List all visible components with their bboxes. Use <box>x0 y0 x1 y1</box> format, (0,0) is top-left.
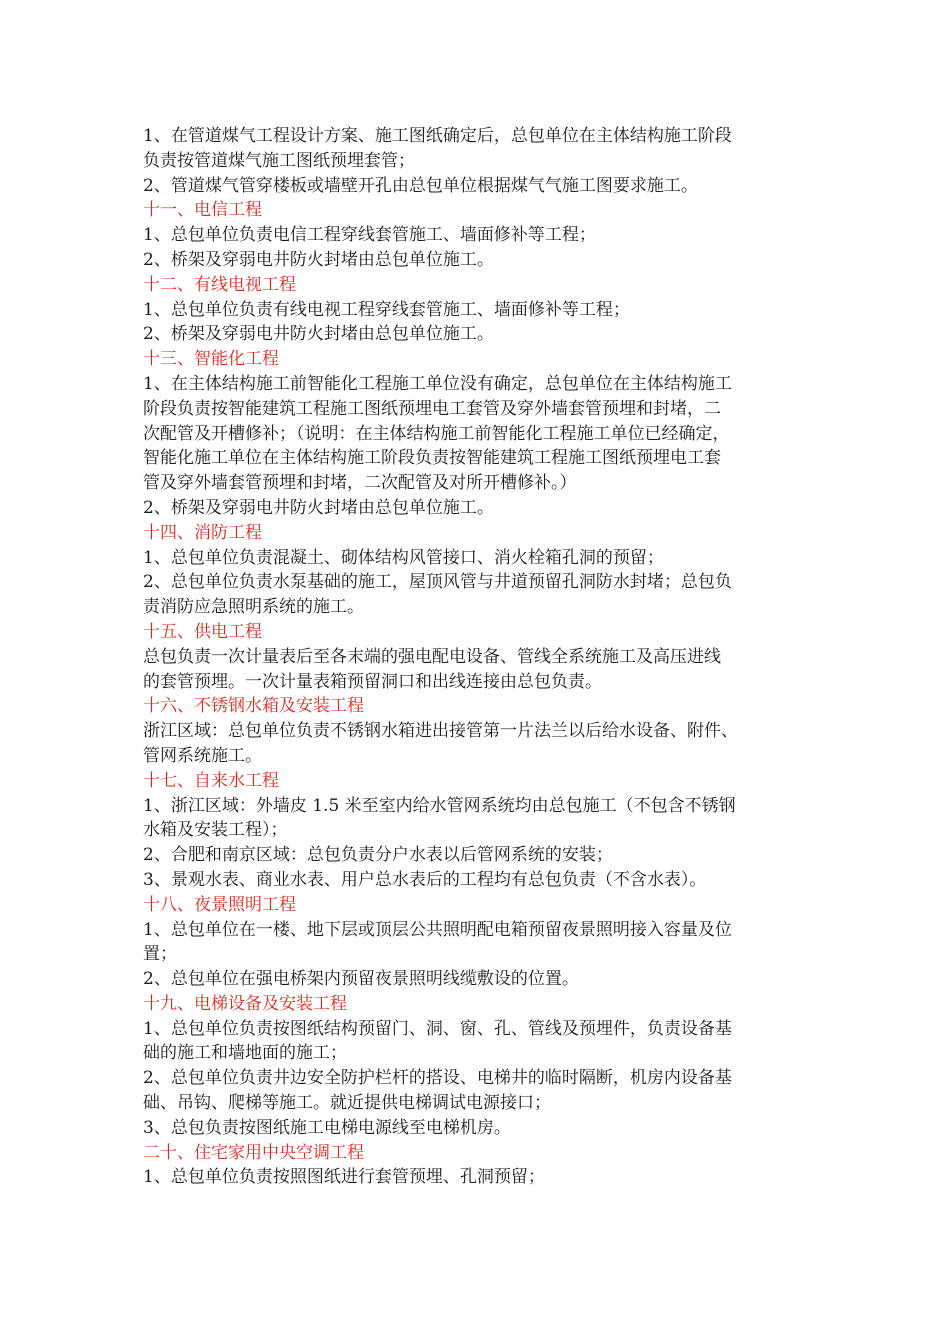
paragraph-line: 2、总包单位负责水泵基础的施工，屋顶风管与井道预留孔洞防水封堵；总包负 <box>143 572 732 593</box>
paragraph-line: 1、总包单位负责按照图纸进行套管预埋、孔洞预留； <box>143 1167 545 1188</box>
paragraph-line: 置； <box>143 944 177 965</box>
paragraph <box>143 1165 811 1190</box>
paragraph <box>143 546 811 571</box>
heading-text: 十三、智能化工程 <box>143 349 279 370</box>
paragraph-line: 1、总包单位负责电信工程穿线套管施工、墙面修补等工程； <box>143 225 596 246</box>
heading-text: 十四、消防工程 <box>143 522 262 543</box>
paragraph-line: 2、桥架及穿弱电井防火封堵由总包单位施工。 <box>143 249 494 270</box>
paragraph-line: 浙江区域：总包单位负责不锈钢水箱进出接管第一片法兰以后给水设备、附件、 <box>143 721 738 742</box>
document-body <box>143 124 811 1190</box>
paragraph-line: 2、桥架及穿弱电井防火封堵由总包单位施工。 <box>143 324 494 345</box>
paragraph-line: 责消防应急照明系统的施工。 <box>143 597 364 618</box>
paragraph-line: 负责按管道煤气施工图纸预埋套管； <box>143 150 415 171</box>
paragraph <box>143 794 811 844</box>
section-heading <box>143 273 811 298</box>
paragraph-line: 智能化施工单位在主体结构施工阶段负责按智能建筑工程施工图纸预埋电工套 <box>143 448 721 469</box>
paragraph-line: 1、在管道煤气工程设计方案、施工图纸确定后，总包单位在主体结构施工阶段 <box>143 126 732 146</box>
paragraph-line: 1、总包单位负责混凝土、砌体结构风管接口、消火栓箱孔洞的预留； <box>143 547 664 568</box>
paragraph <box>143 645 811 695</box>
heading-text: 十六、不锈钢水箱及安装工程 <box>143 696 364 717</box>
paragraph-line: 次配管及开槽修补；（说明：在主体结构施工前智能化工程施工单位已经确定， <box>143 423 730 444</box>
heading-text: 十五、供电工程 <box>143 621 262 642</box>
paragraph-line: 础的施工和墙地面的施工； <box>143 1043 347 1064</box>
paragraph <box>143 223 811 248</box>
heading-text: 十一、电信工程 <box>143 200 262 221</box>
paragraph <box>143 570 811 620</box>
paragraph-line: 总包负责一次计量表后至各末端的强电配电设备、管线全系统施工及高压进线 <box>143 646 721 667</box>
paragraph-line: 1、总包单位在一楼、地下层或顶层公共照明配电箱预留夜景照明接入容量及位 <box>143 919 732 940</box>
paragraph <box>143 967 811 992</box>
paragraph-line: 2、管道煤气管穿楼板或墙壁开孔由总包单位根据煤气气施工图要求施工。 <box>143 175 698 196</box>
paragraph-line: 水箱及安装工程）； <box>143 820 288 841</box>
paragraph-line: 2、桥架及穿弱电井防火封堵由总包单位施工。 <box>143 497 494 518</box>
section-heading <box>143 893 811 918</box>
paragraph <box>143 372 811 496</box>
paragraph <box>143 719 811 769</box>
heading-text: 二十、住宅家用中央空调工程 <box>143 1142 364 1163</box>
paragraph <box>143 298 811 323</box>
paragraph <box>143 1017 811 1067</box>
paragraph-line: 管及穿外墙套管预埋和封堵，二次配管及对所开槽修补。） <box>143 473 577 494</box>
paragraph-line: 3、景观水表、商业水表、用户总水表后的工程均有总包负责（不含水表）。 <box>143 869 707 890</box>
paragraph-line: 2、总包单位负责井边安全防护栏杆的搭设、电梯井的临时隔断，机房内设备基 <box>143 1068 732 1089</box>
paragraph-line: 1、浙江区域：外墙皮 1.5 米至室内给水管网系统均由总包施工（不包含不锈钢 <box>143 795 736 816</box>
paragraph <box>143 174 811 199</box>
paragraph <box>143 1116 811 1141</box>
paragraph <box>143 322 811 347</box>
paragraph <box>143 124 811 174</box>
section-heading <box>143 521 811 546</box>
section-heading <box>143 347 811 372</box>
paragraph <box>143 868 811 893</box>
paragraph-line: 管网系统施工。 <box>143 745 262 766</box>
paragraph-line: 阶段负责按智能建筑工程施工图纸预埋电工套管及穿外墙套管预埋和封堵，二 <box>143 398 721 419</box>
paragraph-line: 1、在主体结构施工前智能化工程施工单位没有确定，总包单位在主体结构施工 <box>143 373 732 394</box>
section-heading <box>143 1141 811 1166</box>
paragraph <box>143 918 811 968</box>
heading-text: 十九、电梯设备及安装工程 <box>143 993 347 1014</box>
paragraph <box>143 248 811 273</box>
heading-text: 十七、自来水工程 <box>143 770 279 791</box>
section-heading <box>143 992 811 1017</box>
heading-text: 十八、夜景照明工程 <box>143 894 296 915</box>
paragraph-line: 2、合肥和南京区域：总包负责分户水表以后管网系统的安装； <box>143 845 613 866</box>
heading-text: 十二、有线电视工程 <box>143 274 296 295</box>
section-heading <box>143 620 811 645</box>
paragraph-line: 础、吊钩、爬梯等施工。就近提供电梯调试电源接口； <box>143 1093 551 1114</box>
paragraph <box>143 496 811 521</box>
section-heading <box>143 769 811 794</box>
paragraph-line: 1、总包单位负责按图纸结构预留门、洞、窗、孔、管线及预埋件，负责设备基 <box>143 1018 732 1039</box>
section-heading <box>143 198 811 223</box>
paragraph <box>143 843 811 868</box>
paragraph-line: 1、总包单位负责有线电视工程穿线套管施工、墙面修补等工程； <box>143 299 630 320</box>
section-heading <box>143 694 811 719</box>
paragraph-line: 的套管预埋。一次计量表箱预留洞口和出线连接由总包负责。 <box>143 671 602 692</box>
paragraph-line: 3、总包负责按图纸施工电梯电源线至电梯机房。 <box>143 1117 511 1138</box>
paragraph-line: 2、总包单位在强电桥架内预留夜景照明线缆敷设的位置。 <box>143 969 579 990</box>
paragraph <box>143 1066 811 1116</box>
